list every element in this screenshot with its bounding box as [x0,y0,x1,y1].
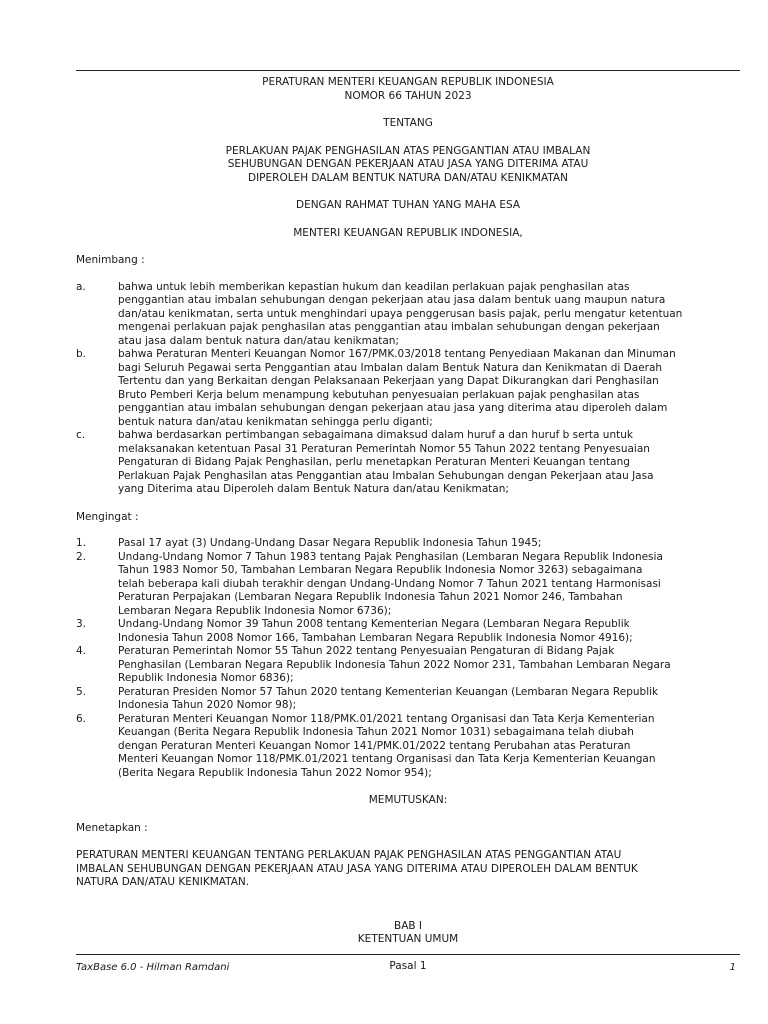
menetapkan-heading: Menetapkan : [76,821,148,834]
item-text: Pasal 17 ayat (3) Undang-Undang Dasar Negara Republik Indonesia Tahun 1945; [118,537,542,549]
menimbang-item [76,348,740,429]
item-label: c. [76,429,86,441]
item-text: Undang-Undang Nomor 39 Tahun 2008 tentang Kementerian Negara (Lembaran Negara Republik Indonesia Tahun 2008 Nomor 166, Tambahan Lembaran Negara Republik Indonesia Nomor 4916); [118,618,633,644]
page-footer [76,961,740,975]
mengingat-item [76,537,740,551]
menimbang-item [76,429,740,497]
document-body [76,76,740,973]
tentang-heading: TENTANG [383,117,433,129]
mengingat-heading: Mengingat : [76,510,139,523]
mengingat-list [76,537,740,780]
item-text: bahwa berdasarkan pertimbangan sebagaimana dimaksud dalam huruf a dan huruf b serta untuk melaksanakan ketentuan Pasal 31 Peraturan Pemerintah Nomor 55 Tahun 2022 tentang Penyesuaian Pengaturan di Bidang Pajak Penghasilan, perlu menetapkan Peraturan Menteri Keuangan tentang Perlakuan Pajak Penghasilan atas Penggantian atau Imbalan Sehubungan dengan Pekerjaan atau Jasa yang Diterima atau Diperoleh dalam Bentuk Natura dan/atau Kenikmatan; [118,429,654,495]
menimbang-list [76,281,740,497]
mengingat-item [76,713,740,781]
menimbang-item [76,281,740,349]
item-label: 3. [76,618,87,630]
mengingat-item [76,618,740,645]
menimbang-heading: Menimbang : [76,254,145,266]
bottom-rule [76,954,740,955]
top-rule [76,70,740,71]
regulation-number: NOMOR 66 TAHUN 2023 [344,89,472,102]
item-label: 1. [76,537,87,549]
bab-title: KETENTUAN UMUM [357,933,459,945]
regulation-subject: PERLAKUAN PAJAK PENGHASILAN ATAS PENGGANTIAN ATAU IMBALAN SEHUBUNGAN DENGAN PEKERJAAN ATAU JASA YANG DITERIMA ATAU DIPEROLEH DALAM BENTUK NATURA DAN/ATAU KENIKMATAN [225,144,591,184]
memutuskan-heading: MEMUTUSKAN: [368,794,448,806]
item-label: b. [76,348,87,360]
item-label: 2. [76,550,87,563]
item-text: bahwa Peraturan Menteri Keuangan Nomor 167/PMK.03/2018 tentang Penyediaan Makanan dan Minuman bagi Seluruh Pegawai serta Penggantian atau Imbalan dalam Bentuk Natura dan Kenikmatan di Daerah Tertentu dan yang Berkaitan dengan Pelaksanaan Pekerjaan yang Dapat Dikurangkan dari Penghasilan Bruto Pemberi Kerja belum menampung kebutuhan penyesuaian perlakuan pajak penghasilan atas penggantian atau imbalan sehubungan dengan pekerjaan atau jasa yang diterima atau diperoleh dalam bentuk natura dan/atau kenikmatan sehingga perlu diganti; [118,348,676,428]
mengingat-item [76,551,740,619]
item-label: 6. [76,712,87,725]
item-label: a. [76,280,86,293]
menteri-line: MENTERI KEUANGAN REPUBLIK INDONESIA, [293,226,523,239]
item-text: bahwa untuk lebih memberikan kepastian hukum dan keadilan perlakuan pajak penghasilan atas penggantian atau imbalan sehubungan dengan pekerjaan atau jasa dalam bentuk uang maupun natura dan/atau kenikmatan, serta untuk menghindari upaya penggerusan basis pajak, perlu mengatur ketentuan mengenai perlakuan pajak penghasilan atas penggantian atau imbalan sehubungan dengan pekerjaan atau jasa dalam bentuk natura dan/atau kenikmatan; [118,280,683,347]
menetapkan-text: PERATURAN MENTERI KEUANGAN TENTANG PERLAKUAN PAJAK PENGHASILAN ATAS PENGGANTIAN ATAU IMBALAN SEHUBUNGAN DENGAN PEKERJAAN ATAU JASA YANG DITERIMA ATAU DIPEROLEH DALAM BENTUK NATURA DAN/ATAU KENIKMATAN. [76,849,638,888]
regulation-title: PERATURAN MENTERI KEUANGAN REPUBLIK INDONESIA [262,76,554,88]
item-text: Peraturan Pemerintah Nomor 55 Tahun 2022 tentang Penyesuaian Pengaturan di Bidang Pajak Penghasilan (Lembaran Negara Republik Indonesia Tahun 2022 Nomor 231, Tambahan Lembaran Negara Republik Indonesia Nomor 6836); [118,645,671,684]
mengingat-item [76,686,740,713]
bab-number: BAB I [393,919,423,932]
pasal-heading: Pasal 1 [389,959,427,972]
item-text: Undang-Undang Nomor 7 Tahun 1983 tentang Pajak Penghasilan (Lembaran Negara Republik Indonesia Tahun 1983 Nomor 50, Tambahan Lembaran Negara Republik Indonesia Nomor 3263) sebagaimana telah beberapa kali diubah terakhir dengan Undang-Undang Nomor 7 Tahun 2021 tentang Harmonisasi Peraturan Perpajakan (Lembaran Negara Republik Indonesia Tahun 2021 Nomor 246, Tambahan Lembaran Negara Republik Indonesia Nomor 6736); [118,550,663,617]
item-text: Peraturan Presiden Nomor 57 Tahun 2020 tentang Kementerian Keuangan (Lembaran Negara Republik Indonesia Tahun 2020 Nomor 98); [118,685,659,711]
item-label: 5. [76,685,87,698]
footer-source: TaxBase 6.0 - Hilman Ramdani [76,962,230,973]
item-text: Peraturan Menteri Keuangan Nomor 118/PMK.01/2021 tentang Organisasi dan Tata Kerja Kementerian Keuangan (Berita Negara Republik Indonesia Tahun 2021 Nomor 1031) sebagaimana telah diubah dengan Peraturan Menteri Keuangan Nomor 141/PMK.01/2022 tentang Perubahan atas Peraturan Menteri Keuangan Nomor 118/PMK.01/2021 tentang Organisasi dan Tata Kerja Kementerian Keuangan (Berita Negara Republik Indonesia Tahun 2022 Nomor 954); [118,712,656,779]
rahmat-line: DENGAN RAHMAT TUHAN YANG MAHA ESA [295,199,521,211]
item-label: 4. [76,645,87,657]
page-number: 1 [729,962,736,973]
mengingat-item [76,645,740,686]
